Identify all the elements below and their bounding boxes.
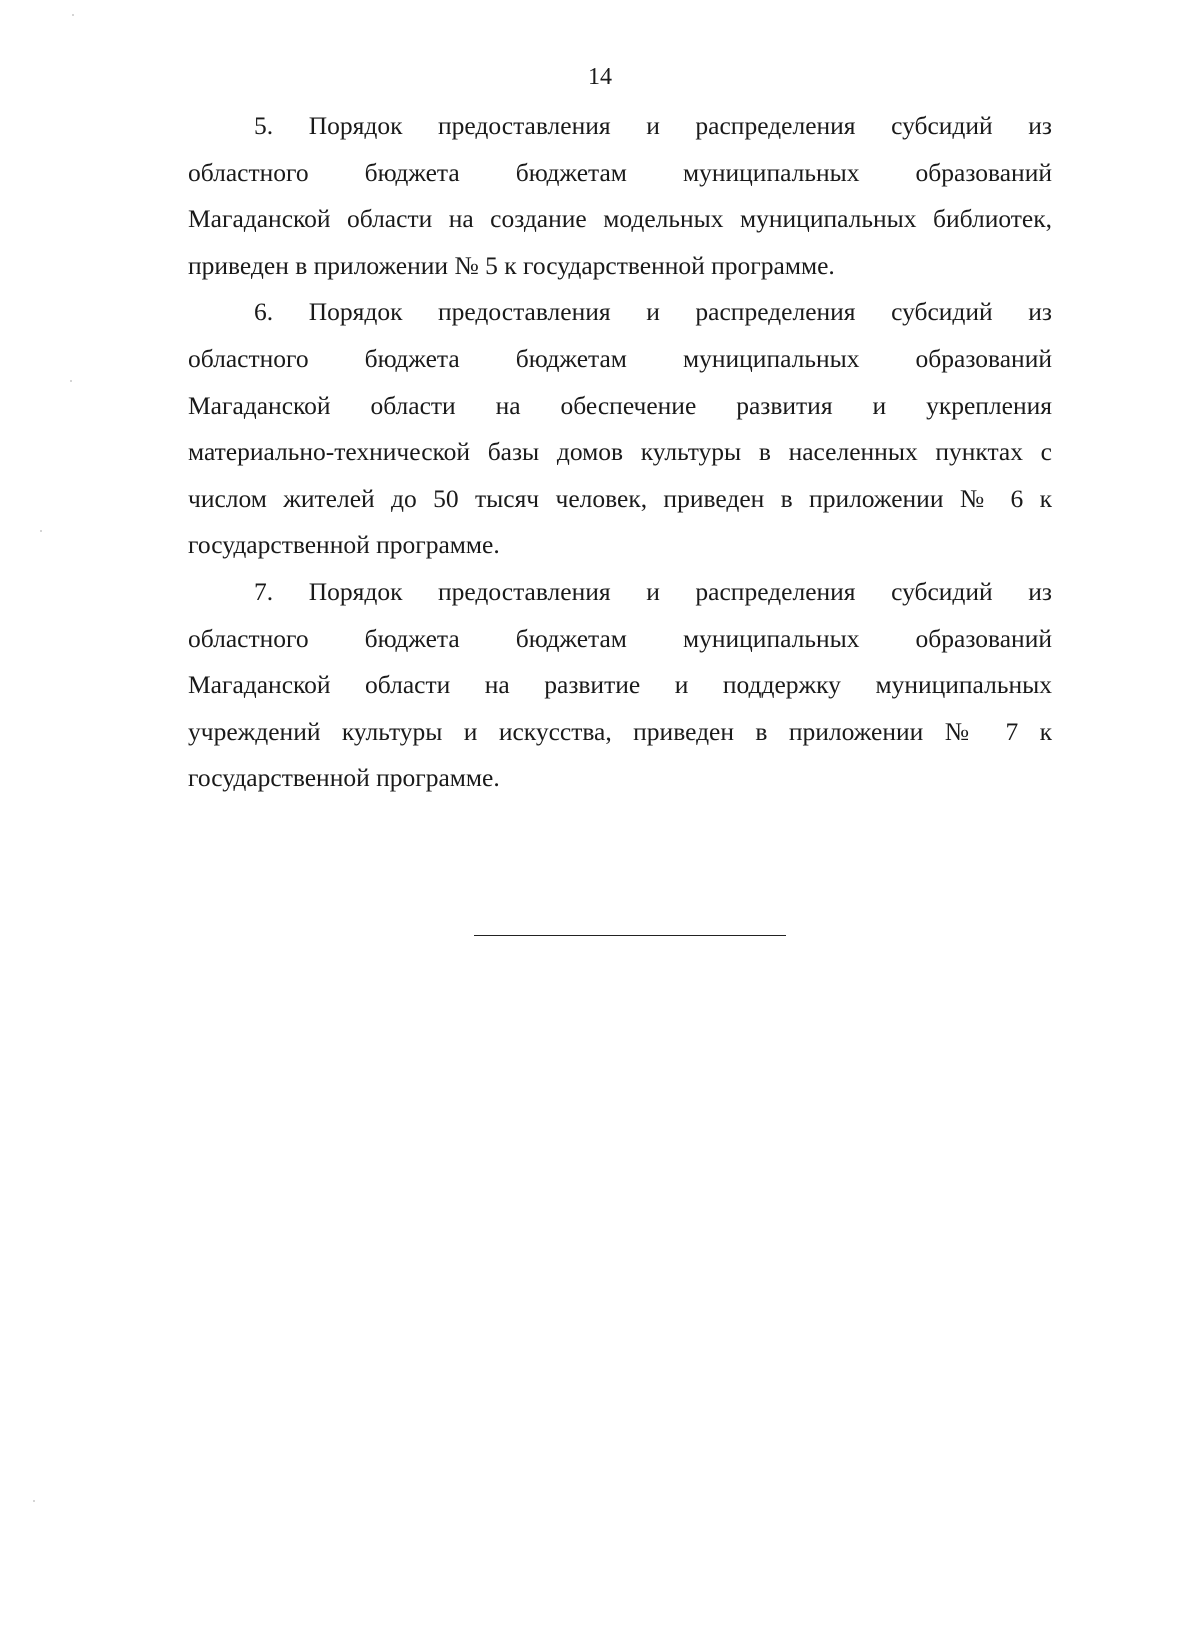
text-line: 6. Порядок предоставления и распределения субсидий из bbox=[254, 297, 1052, 327]
text-line: областного бюджета бюджетам муниципальных образований bbox=[188, 623, 1052, 653]
text-line: государственной программе. bbox=[188, 763, 500, 793]
text-line: областного бюджета бюджетам муниципальных образований bbox=[188, 157, 1052, 187]
text-line: 7. Порядок предоставления и распределения субсидий из bbox=[254, 576, 1052, 606]
text-line: Магаданской области на создание модельных муниципальных библиотек, bbox=[188, 204, 1052, 234]
text-line: 5. Порядок предоставления и распределения субсидий из bbox=[254, 111, 1052, 140]
scan-speck bbox=[72, 14, 74, 16]
paragraph-7 bbox=[188, 569, 1052, 802]
page-number: 14 bbox=[588, 64, 612, 90]
text-line: Магаданской области на развитие и поддержку муниципальных bbox=[188, 670, 1052, 700]
text-line: учреждений культуры и искусства, приведен в приложении № 7 к bbox=[188, 716, 1052, 746]
text-line: числом жителей до 50 тысяч человек, приведен в приложении № 6 к bbox=[188, 483, 1052, 513]
text-line: Магаданской области на обеспечение развития и укрепления bbox=[188, 390, 1052, 420]
paragraph-6 bbox=[188, 289, 1052, 569]
scan-speck bbox=[33, 1500, 35, 1502]
text-line: государственной программе. bbox=[188, 530, 500, 560]
document-body bbox=[188, 103, 1052, 802]
text-line: приведен в приложении № 5 к государственной программе. bbox=[188, 250, 835, 280]
text-line: материально-технической базы домов культуры в населенных пунктах с bbox=[188, 437, 1052, 467]
paragraph-5 bbox=[188, 103, 1052, 289]
text-line: областного бюджета бюджетам муниципальных образований bbox=[188, 343, 1052, 373]
end-divider-line bbox=[474, 935, 786, 936]
scan-speck bbox=[40, 530, 42, 532]
scan-speck bbox=[70, 380, 72, 382]
